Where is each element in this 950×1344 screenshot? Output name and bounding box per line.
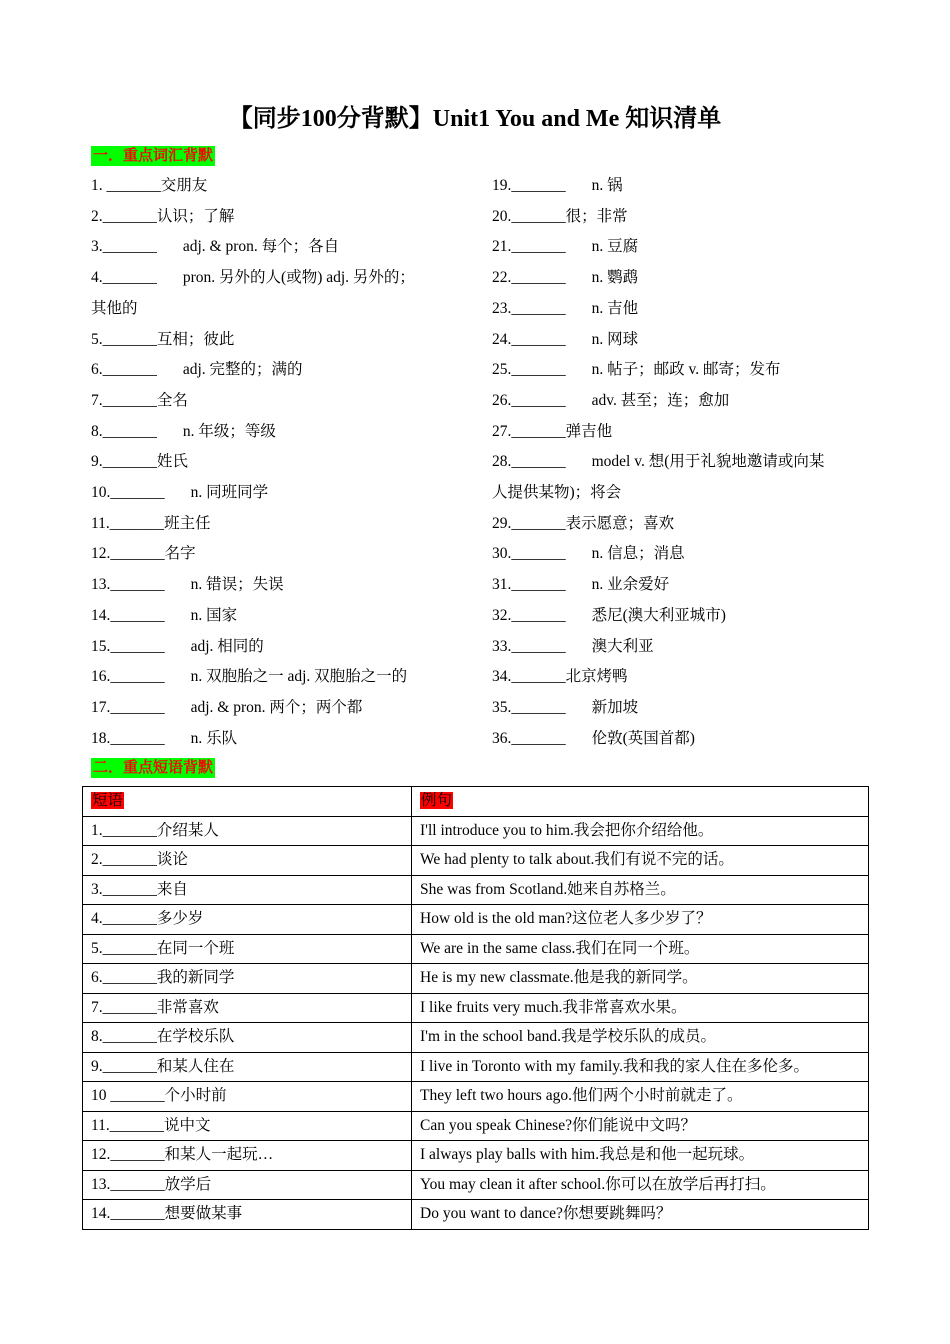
vocab-number-blank: 11._______ (91, 514, 165, 532)
table-row (83, 816, 869, 846)
vocab-item (492, 325, 862, 356)
vocab-item (492, 601, 862, 632)
vocab-item (91, 539, 461, 570)
header-phrase-label: 短语 (92, 792, 124, 810)
vocab-item (91, 263, 461, 294)
vocab-definition: 名字 (164, 545, 196, 563)
vocab-definition: 交朋友 (160, 177, 208, 194)
vocab-item (492, 263, 862, 294)
section-vocabulary-heading: 一．重点词汇背默 (93, 148, 214, 164)
table-row (83, 1111, 869, 1141)
vocab-number-blank: 其他的 (91, 299, 138, 317)
vocab-list-left (91, 171, 461, 754)
vocab-number-blank: 29._______ (492, 514, 566, 532)
vocab-definition: 悉尼(澳大利亚城市) (591, 606, 726, 624)
phrase-cell: 13._______放学后 (83, 1170, 412, 1200)
vocab-definition: 北京烤鸭 (565, 668, 628, 686)
vocab-item (91, 693, 461, 724)
vocab-number-blank: 19._______ (492, 177, 566, 194)
vocab-item (91, 478, 461, 509)
phrase-cell: 14._______想要做某事 (83, 1200, 412, 1230)
vocab-number-blank: 15._______ (91, 637, 165, 655)
table-row (83, 993, 869, 1023)
example-cell: Do you want to dance?你想要跳舞吗？ (412, 1200, 869, 1230)
example-cell: I always play balls with him.我总是和他一起玩球。 (412, 1141, 869, 1171)
vocab-number-blank: 9._______ (91, 453, 157, 471)
vocab-definition: 全名 (156, 391, 188, 409)
vocab-item (492, 171, 862, 202)
vocab-number-blank: 13._______ (91, 576, 165, 594)
vocab-item (91, 570, 461, 601)
vocab-item (91, 632, 461, 663)
example-cell: I'll introduce you to him.我会把你介绍给他。 (412, 816, 869, 846)
vocab-definition: n. 豆腐 (591, 238, 639, 256)
vocab-definition: 姓氏 (156, 453, 188, 471)
vocab-definition: adj. 相同的 (190, 637, 264, 655)
example-cell: I live in Toronto with my family.我和我的家人住在多伦多。 (412, 1052, 869, 1082)
vocab-definition: n. 双胞胎之一 adj. 双胞胎之一的 (190, 668, 408, 686)
vocab-number-blank: 2._______ (91, 207, 157, 225)
vocab-number-blank: 34._______ (492, 668, 566, 686)
vocab-number-blank: 21._______ (492, 238, 566, 256)
vocab-definition: n. 国家 (190, 606, 238, 624)
vocab-item (91, 202, 461, 233)
phrase-cell: 7._______非常喜欢 (83, 993, 412, 1023)
vocab-number-blank: 26._______ (492, 391, 566, 409)
example-cell: She was from Scotland.她来自苏格兰。 (412, 875, 869, 905)
table-row (83, 934, 869, 964)
vocab-number-blank: 23._______ (492, 299, 566, 317)
vocab-number-blank: 人提供某物)；将会 (492, 484, 622, 502)
phrase-cell: 4._______多少岁 (83, 905, 412, 935)
vocab-definition: 新加坡 (591, 698, 639, 716)
table-row (83, 1170, 869, 1200)
vocab-definition: 表示愿意；喜欢 (565, 514, 675, 532)
vocab-number-blank: 31._______ (492, 576, 566, 594)
vocab-item (91, 355, 461, 386)
vocab-definition: n. 乐队 (190, 729, 238, 747)
phrase-cell: 1._______介绍某人 (83, 816, 412, 846)
phrase-cell: 12._______和某人一起玩… (83, 1141, 412, 1171)
vocab-item (492, 386, 862, 417)
phrase-cell: 8._______在学校乐队 (83, 1023, 412, 1053)
example-cell: We had plenty to talk about.我们有说不完的话。 (412, 846, 869, 876)
vocab-item (91, 724, 461, 755)
vocab-number-blank: 12._______ (91, 545, 165, 563)
vocab-item (492, 724, 862, 755)
vocab-item (492, 632, 862, 663)
table-row (83, 905, 869, 935)
vocab-definition: n. 吉他 (591, 299, 639, 317)
vocab-definition: n. 网球 (591, 330, 639, 348)
vocab-number-blank: 18._______ (91, 729, 165, 747)
table-row (83, 1023, 869, 1053)
vocab-definition: 澳大利亚 (591, 637, 654, 655)
vocab-item (492, 570, 862, 601)
vocab-item (492, 478, 862, 509)
example-cell: I'm in the school band.我是学校乐队的成员。 (412, 1023, 869, 1053)
phrase-cell: 2._______谈论 (83, 846, 412, 876)
vocab-number-blank: 5._______ (91, 330, 157, 348)
vocab-definition: n. 错误；失误 (190, 576, 284, 594)
vocab-number-blank: 33._______ (492, 637, 566, 655)
vocab-number-blank: 27._______ (492, 422, 566, 440)
table-header-row (83, 787, 869, 817)
vocab-number-blank: 17._______ (91, 698, 165, 716)
phrase-cell: 11._______说中文 (83, 1111, 412, 1141)
vocab-item (492, 232, 862, 263)
vocab-definition: model v. 想(用于礼貌地邀请或向某 (591, 453, 825, 471)
vocab-item (91, 417, 461, 448)
vocab-definition: n. 信息；消息 (591, 545, 685, 563)
vocab-list-right (492, 171, 862, 754)
vocab-number-blank: 28._______ (492, 453, 566, 471)
example-cell: He is my new classmate.他是我的新同学。 (412, 964, 869, 994)
vocab-definition: pron. 另外的人(或物) adj. 另外的； (182, 269, 415, 287)
vocab-definition: adj. 完整的；满的 (182, 361, 303, 379)
vocab-definition: n. 业余爱好 (591, 576, 670, 594)
vocab-number-blank: 1. _______ (91, 177, 161, 194)
vocab-number-blank: 20._______ (492, 207, 566, 225)
vocab-number-blank: 8._______ (91, 422, 157, 440)
header-example-label: 例句 (421, 792, 453, 810)
example-cell: We are in the same class.我们在同一个班。 (412, 934, 869, 964)
example-cell: They left two hours ago.他们两个小时前就走了。 (412, 1082, 869, 1112)
example-cell: Can you speak Chinese?你们能说中文吗？ (412, 1111, 869, 1141)
vocab-item (492, 509, 862, 540)
vocab-item (91, 171, 461, 202)
table-row (83, 875, 869, 905)
vocab-item (492, 417, 862, 448)
vocab-item (91, 509, 461, 540)
vocab-number-blank: 36._______ (492, 729, 566, 747)
vocab-definition: n. 锅 (591, 177, 623, 194)
example-cell: I like fruits very much.我非常喜欢水果。 (412, 993, 869, 1023)
table-row (83, 1141, 869, 1171)
vocab-definition: n. 帖子；邮政 v. 邮寄；发布 (591, 361, 781, 379)
vocab-item (91, 325, 461, 356)
vocab-definition: n. 年级；等级 (182, 422, 276, 440)
vocab-item (492, 294, 862, 325)
table-row (83, 1052, 869, 1082)
vocab-definition: 互相；彼此 (156, 330, 235, 348)
phrase-cell: 5._______在同一个班 (83, 934, 412, 964)
vocab-number-blank: 10._______ (91, 484, 165, 502)
phrase-cell: 9._______和某人住在 (83, 1052, 412, 1082)
header-cell-example (412, 787, 869, 817)
vocab-item (492, 447, 862, 478)
phrase-cell: 3._______来自 (83, 875, 412, 905)
vocab-number-blank: 3._______ (91, 238, 157, 256)
vocab-number-blank: 24._______ (492, 330, 566, 348)
vocab-item (492, 693, 862, 724)
vocab-number-blank: 30._______ (492, 545, 566, 563)
vocab-item (492, 202, 862, 233)
table-row (83, 964, 869, 994)
vocab-item (91, 447, 461, 478)
vocab-definition: 很；非常 (565, 207, 628, 225)
vocab-number-blank: 4._______ (91, 269, 157, 287)
vocab-number-blank: 14._______ (91, 606, 165, 624)
vocab-number-blank: 7._______ (91, 391, 157, 409)
vocab-number-blank: 16._______ (91, 668, 165, 686)
vocab-number-blank: 32._______ (492, 606, 566, 624)
page-title: 【同步100分背默】Unit1 You and Me 知识清单 (228, 106, 722, 132)
phrase-cell: 6._______我的新同学 (83, 964, 412, 994)
vocab-item (492, 539, 862, 570)
example-cell: You may clean it after school.你可以在放学后再打扫。 (412, 1170, 869, 1200)
table-row (83, 1200, 869, 1230)
vocab-definition: 班主任 (164, 514, 211, 532)
vocab-definition: 认识；了解 (156, 207, 235, 225)
vocab-item (492, 662, 862, 693)
vocab-number-blank: 25._______ (492, 361, 566, 379)
vocab-definition: adj. & pron. 每个；各自 (182, 238, 340, 256)
phrase-table (82, 786, 869, 1230)
vocab-definition: adv. 甚至；连；愈加 (591, 391, 730, 409)
vocab-number-blank: 6._______ (91, 361, 157, 379)
vocab-number-blank: 35._______ (492, 698, 566, 716)
vocab-item (91, 662, 461, 693)
vocab-item (91, 232, 461, 263)
vocab-definition: n. 鹦鹉 (591, 269, 639, 287)
table-row (83, 1082, 869, 1112)
vocab-definition: adj. & pron. 两个；两个都 (190, 698, 363, 716)
vocab-definition: 伦敦(英国首都) (591, 729, 695, 747)
section-phrases-heading: 二．重点短语背默 (93, 760, 214, 776)
table-row (83, 846, 869, 876)
vocab-number-blank: 22._______ (492, 269, 566, 287)
example-cell: How old is the old man?这位老人多少岁了？ (412, 905, 869, 935)
vocab-definition: n. 同班同学 (190, 484, 269, 502)
vocab-item (492, 355, 862, 386)
vocab-definition: 弹吉他 (565, 422, 613, 440)
vocab-item (91, 386, 461, 417)
phrase-cell: 10 _______个小时前 (83, 1082, 412, 1112)
vocab-item (91, 601, 461, 632)
vocab-item (91, 294, 461, 325)
header-cell-phrase (83, 787, 412, 817)
